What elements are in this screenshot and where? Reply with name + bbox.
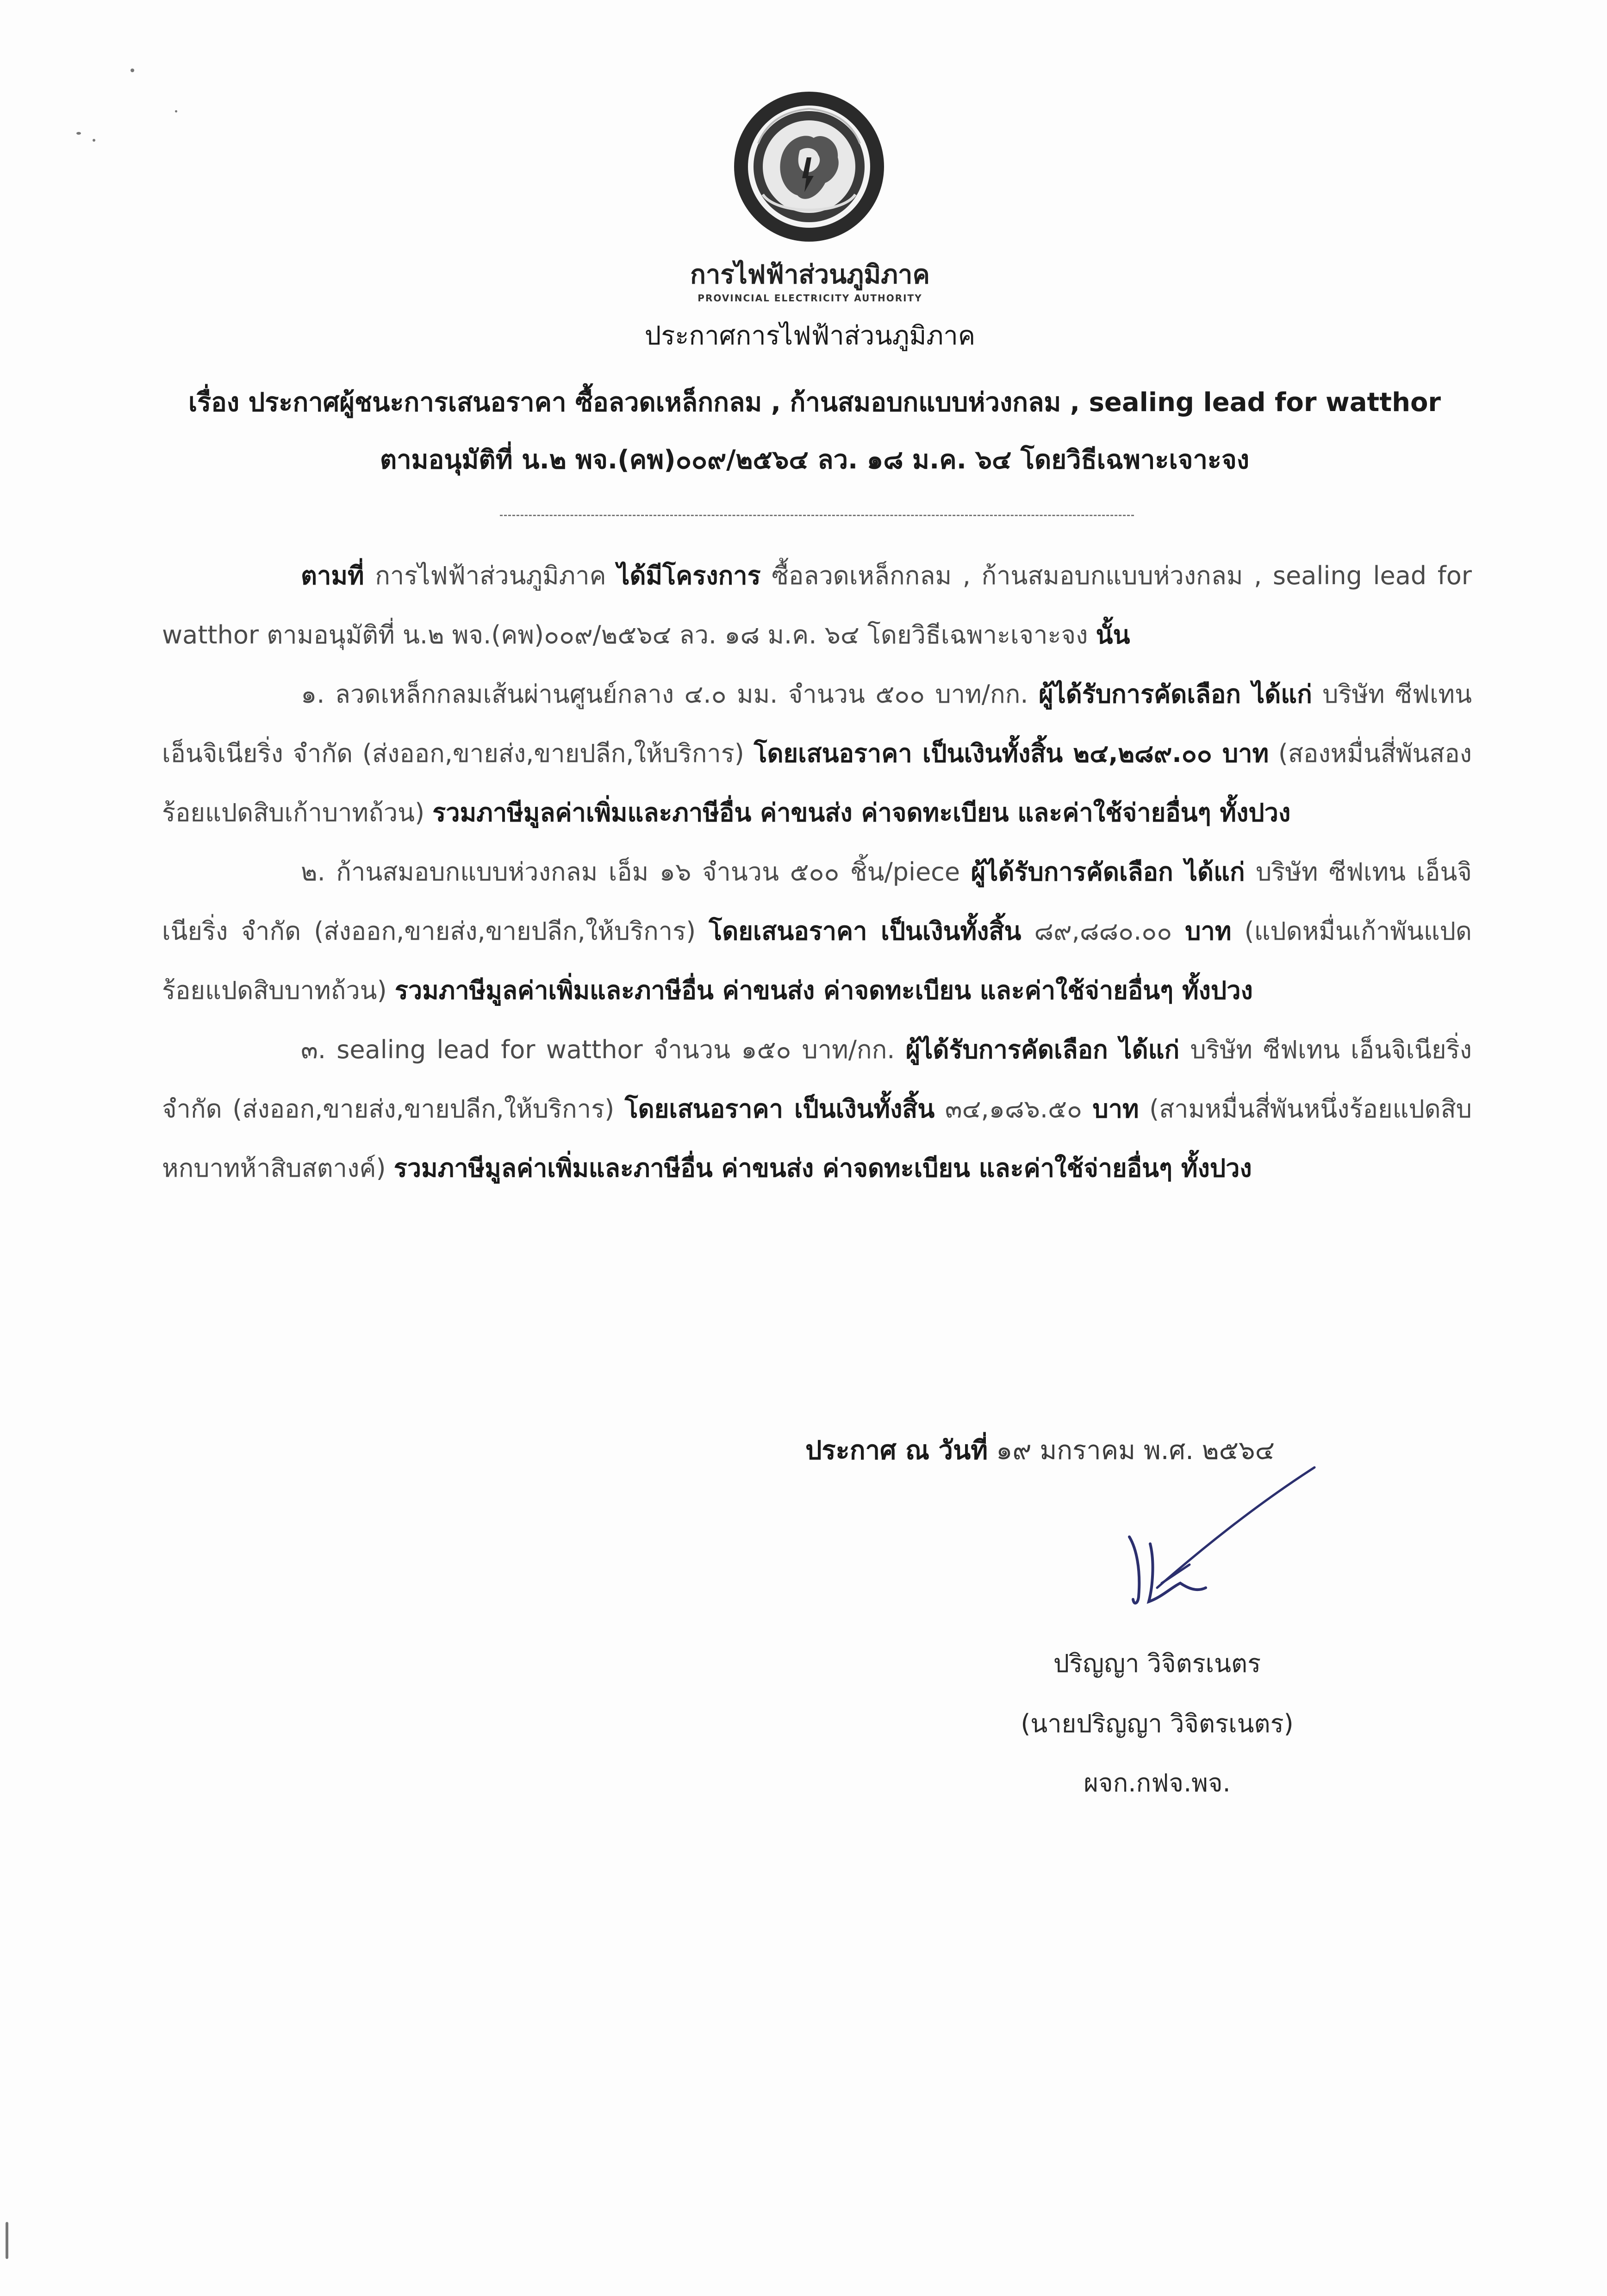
announce-label: ประกาศ ณ วันที่	[805, 1435, 988, 1466]
item-3-vendor: บริษัท ซีฟเทน เอ็นจิเนียริ่ง จำกัด (ส่งออก,ขายส่ง,ขายปลีก,ให้บริการ)	[162, 1035, 1472, 1123]
item-3-description: ๓. sealing lead for watthor จำนวน ๑๕๐ บาท/กก.	[301, 1035, 906, 1064]
item-2-selected-label: ผู้ได้รับการคัดเลือก ได้แก่	[971, 857, 1245, 886]
item-1-tax-note: รวมภาษีมูลค่าเพิ่มและภาษีอื่น ค่าขนส่ง ค่าจดทะเบียน และค่าใช้จ่ายอื่นๆ ทั้งปวง	[432, 798, 1291, 827]
item-3-tax-note: รวมภาษีมูลค่าเพิ่มและภาษีอื่น ค่าขนส่ง ค่าจดทะเบียน และค่าใช้จ่ายอื่นๆ ทั้งปวง	[393, 1154, 1252, 1183]
item-1-description: ๑. ลวดเหล็กกลมเส้นผ่านศูนย์กลาง ๔.๐ มม. จำนวน ๕๐๐ บาท/กก.	[301, 680, 1039, 709]
intro-has-project: ได้มีโครงการ	[617, 561, 761, 590]
pea-seal-logo-icon	[730, 88, 888, 245]
intro-end: นั้น	[1096, 620, 1130, 649]
scan-speck	[6, 2222, 8, 2259]
announce-date-value: ๑๙ มกราคม พ.ศ. ๒๕๖๔	[988, 1435, 1275, 1466]
item-2-paragraph	[162, 842, 1472, 1020]
subject-line-1: เรื่อง ประกาศผู้ชนะการเสนอราคา ซื้อลวดเหล็กกลม , ก้านสมอบกแบบห่วงกลม , sealing lead for watthor	[188, 387, 1441, 418]
intro-org: การไฟฟ้าส่วนภูมิภาค	[364, 561, 617, 590]
item-2-description: ๒. ก้านสมอบกแบบห่วงกลม เอ็ม ๑๖ จำนวน ๕๐๐ ชิ้น/piece	[301, 857, 971, 886]
announcement-header: ประกาศการไฟฟ้าส่วนภูมิภาค	[644, 321, 976, 351]
item-1-vendor: บริษัท ซีฟเทน เอ็นจิเนียริ่ง จำกัด (ส่งออก,ขายส่ง,ขายปลีก,ให้บริการ)	[162, 680, 1472, 768]
handwritten-signature-icon	[1102, 1449, 1361, 1616]
item-2-vendor: บริษัท ซีฟเทน เอ็นจิเนียริ่ง จำกัด (ส่งออก,ขายส่ง,ขายปลีก,ให้บริการ)	[162, 857, 1472, 946]
subject-block	[167, 374, 1463, 489]
dashed-separator	[500, 515, 1134, 516]
item-2-baht: บาท	[1185, 917, 1232, 946]
intro-lead: ตามที่	[301, 561, 364, 590]
item-3-total-label: โดยเสนอราคา เป็นเงินทั้งสิ้น	[624, 1094, 935, 1123]
scan-speck	[76, 132, 81, 135]
intro-paragraph	[162, 546, 1472, 665]
scan-speck	[131, 69, 134, 72]
item-1-amount-words: (สองหมื่นสี่พันสองร้อยแปดสิบเก้าบาทถ้วน)	[162, 739, 1472, 827]
org-name-thai: การไฟฟ้าส่วนภูมิภาค	[690, 260, 930, 290]
announcement-body	[162, 546, 1472, 1198]
scan-speck	[93, 139, 95, 142]
scan-speck	[175, 110, 177, 112]
subject-line-2: ตามอนุมัติที่ น.๒ พจ.(คพ)๐๐๙/๒๕๖๔ ลว. ๑๘ ม.ค. ๖๔ โดยวิธีเฉพาะเจาะจง	[380, 445, 1250, 475]
item-1-total-label: โดยเสนอราคา เป็นเงินทั้งสิ้น ๒๔,๒๘๙.๐๐ บาท	[754, 739, 1269, 768]
item-3-selected-label: ผู้ได้รับการคัดเลือก ได้แก่	[905, 1035, 1180, 1064]
item-1-paragraph	[162, 665, 1472, 842]
signer-position: ผจก.กฟจ.พจ.	[1084, 1768, 1231, 1797]
signer-name: ปริญญา วิจิตรเนตร	[1053, 1649, 1261, 1678]
item-3-paragraph	[162, 1020, 1472, 1198]
item-2-total-label: โดยเสนอราคา เป็นเงินทั้งสิ้น	[709, 917, 1022, 946]
intro-project-text: ซื้อลวดเหล็กกลม , ก้านสมอบกแบบห่วงกลม , sealing lead for watthor ตามอนุมัติที่ น.๒ พจ.(คพ)๐๐๙/๒๕๖๔ ลว. ๑๘ ม.ค. ๖๔ โดยวิธีเฉพาะเจาะจง	[162, 561, 1472, 649]
item-3-amount-words: (สามหมื่นสี่พันหนึ่งร้อยแปดสิบหกบาทห้าสิบสตางค์)	[162, 1094, 1472, 1183]
item-2-amount: ๘๙,๘๘๐.๐๐	[1021, 917, 1185, 946]
item-2-tax-note: รวมภาษีมูลค่าเพิ่มและภาษีอื่น ค่าขนส่ง ค่าจดทะเบียน และค่าใช้จ่ายอื่นๆ ทั้งปวง	[394, 976, 1253, 1005]
item-2-amount-words: (แปดหมื่นเก้าพันแปดร้อยแปดสิบบาทถ้วน)	[162, 917, 1472, 1005]
org-name-english: PROVINCIAL ELECTRICITY AUTHORITY	[698, 293, 922, 304]
item-3-amount: ๓๔,๑๘๖.๕๐	[934, 1094, 1093, 1123]
signer-full-name: (นายปริญญา วิจิตรเนตร)	[1021, 1709, 1294, 1738]
item-1-selected-label: ผู้ได้รับการคัดเลือก ได้แก่	[1038, 680, 1312, 709]
item-3-baht: บาท	[1092, 1094, 1139, 1123]
